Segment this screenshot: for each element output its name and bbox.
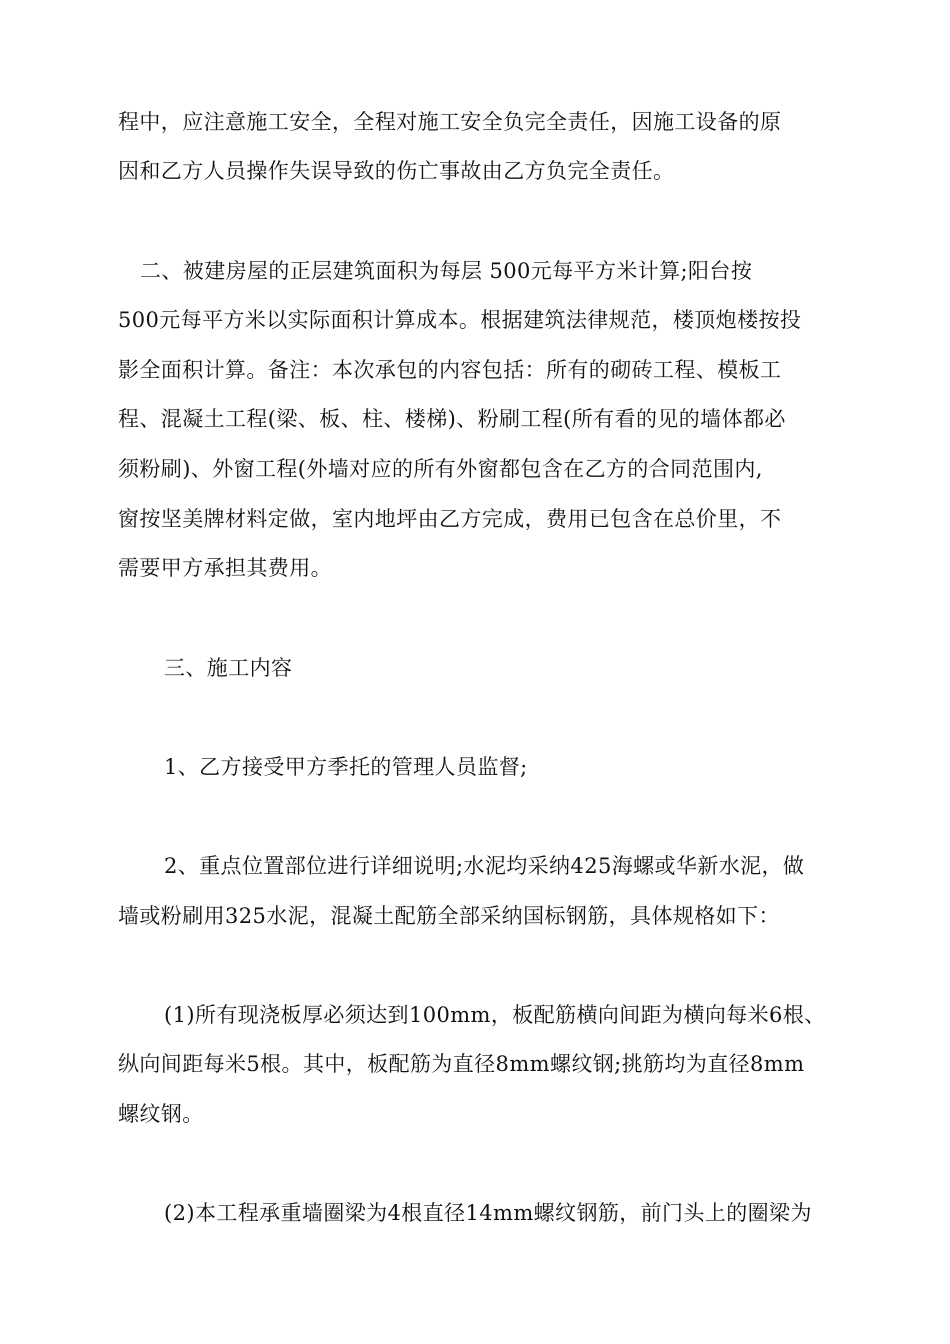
text-line: 2、重点位置部位进行详细说明;水泥均采纳425海螺或华新水泥，做 <box>164 854 805 878</box>
text-line: 墙或粉刷用325水泥，混凝土配筋全部采纳国标钢筋，具体规格如下： <box>118 904 780 928</box>
text-line: (2)本工程承重墙圈梁为4根直径14mm螺纹钢筋，前门头上的圈梁为 <box>164 1201 812 1225</box>
text-line: 程中，应注意施工安全，全程对施工安全负完全责任，因施工设备的原 <box>118 110 782 134</box>
text-line: 程、混凝土工程(梁、板、柱、楼梯)、粉刷工程(所有看的见的墙体都必 <box>118 407 786 431</box>
section-heading: 三、施工内容 <box>164 656 293 680</box>
text-line: 影全面积计算。备注：本次承包的内容包括：所有的砌砖工程、模板工 <box>118 358 782 382</box>
text-line: 二、被建房屋的正层建筑面积为每层 500元每平方米计算;阳台按 <box>140 259 753 283</box>
text-line: 须粉刷)、外窗工程(外墙对应的所有外窗都包含在乙方的合同范围内, <box>118 457 763 481</box>
text-line: 需要甲方承担其费用。 <box>118 556 332 580</box>
text-line: 1、乙方接受甲方季托的管理人员监督; <box>164 755 528 779</box>
text-line: 纵向间距每米5根。其中，板配筋为直径8mm螺纹钢;挑筋均为直径8mm <box>118 1052 805 1076</box>
text-line: 窗按坚美牌材料定做，室内地坪由乙方完成，费用已包含在总价里，不 <box>118 507 782 531</box>
text-line: 螺纹钢。 <box>118 1102 204 1126</box>
text-line: 500元每平方米以实际面积计算成本。根据建筑法律规范，楼顶炮楼按投 <box>118 308 802 332</box>
text-line: (1)所有现浇板厚必须达到100mm，板配筋横向间距为横向每米6根、 <box>164 1003 826 1027</box>
text-line: 因和乙方人员操作失误导致的伤亡事故由乙方负完全责任。 <box>118 159 675 183</box>
